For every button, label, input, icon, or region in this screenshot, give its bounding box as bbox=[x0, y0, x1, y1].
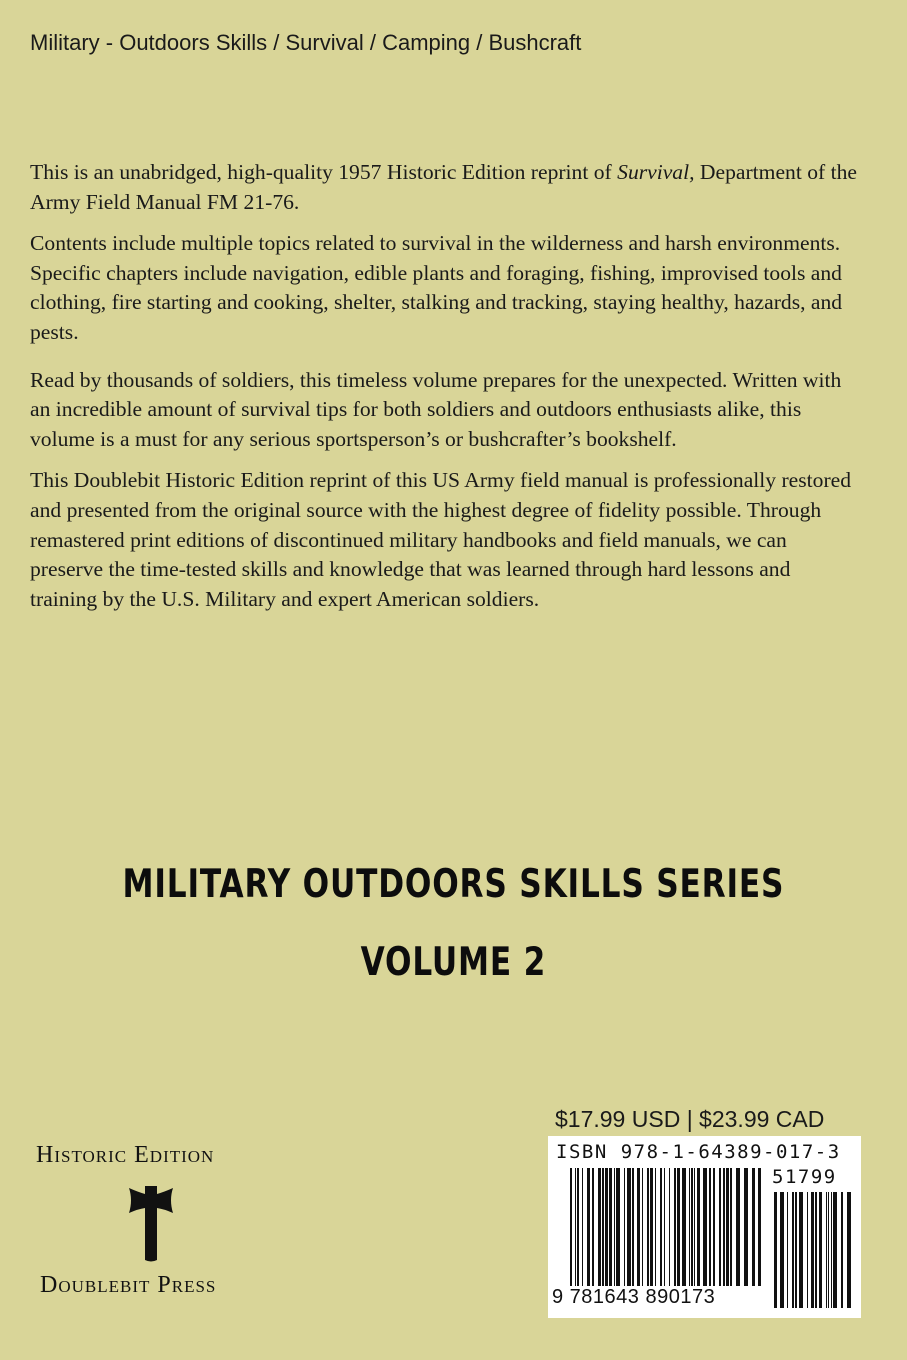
barcode-bar bbox=[609, 1168, 612, 1286]
barcode-bar bbox=[774, 1192, 777, 1308]
barcode-bar bbox=[669, 1168, 670, 1286]
barcode-bar bbox=[677, 1168, 680, 1286]
barcode-bar bbox=[605, 1168, 608, 1286]
barcode-bar bbox=[815, 1192, 817, 1308]
barcode-bar bbox=[723, 1168, 725, 1286]
barcode-bar bbox=[726, 1168, 729, 1286]
barcode-bar bbox=[694, 1168, 695, 1286]
barcode-bar bbox=[587, 1168, 590, 1286]
series-volume: VOLUME 2 bbox=[360, 940, 547, 985]
barcode-bar bbox=[660, 1168, 662, 1286]
barcode-bar bbox=[828, 1192, 829, 1308]
book-title: Survival, bbox=[617, 160, 695, 184]
series-title: MILITARY OUTDOORS SKILLS SERIES bbox=[122, 862, 785, 907]
barcode-bar bbox=[744, 1168, 748, 1286]
barcode-bar bbox=[674, 1168, 676, 1286]
barcode-bar bbox=[811, 1192, 814, 1308]
isbn-label: ISBN 978-1-64389-017-3 bbox=[556, 1141, 841, 1163]
barcode-bar bbox=[826, 1192, 827, 1308]
barcode-bar bbox=[602, 1168, 604, 1286]
barcode-bar bbox=[730, 1168, 732, 1286]
barcode-bar bbox=[627, 1168, 631, 1286]
barcode-bar bbox=[780, 1192, 784, 1308]
historic-edition-label: Historic Edition bbox=[36, 1142, 215, 1168]
barcode-bar bbox=[598, 1168, 601, 1286]
description-paragraph-4: This Doublebit Historic Edition reprint of this US Army field manual is professionally restored and presented from the original source with the highest degree of fidelity possible. Through remastered print editions of discontinued military handbooks and field manuals, we can preserve the time-tested skills and knowledge that was learned through hard lessons and training by the U.S. Military and expert American soldiers. bbox=[30, 468, 852, 611]
barcode-bar bbox=[795, 1192, 797, 1308]
barcode-bar bbox=[752, 1168, 755, 1286]
barcode-bar bbox=[616, 1168, 620, 1286]
barcode-bar bbox=[807, 1192, 808, 1308]
publisher-name: Doublebit Press bbox=[40, 1272, 217, 1298]
description-paragraph-1: This is an unabridged, high-quality 1957 Historic Edition reprint of Survival, Department of the Army Field Manual FM 21-76. bbox=[30, 160, 858, 214]
barcode-box bbox=[548, 1136, 861, 1318]
barcode-bar bbox=[831, 1192, 832, 1308]
barcode-bar bbox=[655, 1168, 656, 1286]
barcode-bar bbox=[582, 1168, 583, 1286]
price-code: 51799 bbox=[772, 1166, 837, 1188]
ean-digits: 9 781643 890173 bbox=[552, 1286, 716, 1308]
barcode-bar bbox=[632, 1168, 634, 1286]
barcode-bar bbox=[787, 1192, 788, 1308]
barcode-bar bbox=[577, 1168, 579, 1286]
description-paragraph-2: Contents include multiple topics related to survival in the wilderness and harsh environments. Specific chapters include navigation, edible plants and foraging, fishing, improvised tools and clothing, fire starting and cooking, shelter, stalking and tracking, staying healthy, hazards, and pests. bbox=[30, 231, 843, 344]
barcode-bar bbox=[691, 1168, 693, 1286]
barcode-bar bbox=[799, 1192, 803, 1308]
barcode-bar bbox=[819, 1192, 822, 1308]
price-label: $17.99 USD | $23.99 CAD bbox=[555, 1106, 825, 1132]
barcode-bar bbox=[570, 1168, 572, 1286]
barcode-bar bbox=[664, 1168, 665, 1286]
barcode-bar bbox=[713, 1168, 715, 1286]
double-bit-axe-icon bbox=[126, 1186, 176, 1262]
barcode-bar bbox=[624, 1168, 625, 1286]
barcode-bar bbox=[719, 1168, 721, 1286]
barcode-bar bbox=[847, 1192, 851, 1308]
barcode-bar bbox=[841, 1192, 843, 1308]
barcode-bar bbox=[614, 1168, 615, 1286]
barcode-bar bbox=[792, 1192, 794, 1308]
barcode-bar bbox=[642, 1168, 643, 1286]
barcode-bar bbox=[709, 1168, 711, 1286]
barcode-bar bbox=[703, 1168, 707, 1286]
barcode-bar bbox=[697, 1168, 700, 1286]
description bbox=[30, 158, 860, 626]
barcode-bar bbox=[758, 1168, 761, 1286]
barcode-bar bbox=[647, 1168, 649, 1286]
barcode-bar bbox=[689, 1168, 690, 1286]
barcode-bar bbox=[637, 1168, 640, 1286]
barcode-bar bbox=[650, 1168, 653, 1286]
barcode-bar bbox=[682, 1168, 686, 1286]
barcode-bar bbox=[575, 1168, 576, 1286]
barcode-bar bbox=[592, 1168, 594, 1286]
barcode-bar bbox=[736, 1168, 740, 1286]
category-line: Military - Outdoors Skills / Survival / Camping / Bushcraft bbox=[30, 30, 582, 55]
barcode-bar bbox=[833, 1192, 837, 1308]
description-paragraph-3: Read by thousands of soldiers, this timeless volume prepares for the unexpected. Written with an incredible amount of survival tips for both soldiers and outdoors enthusiasts alike, this volume is a must for any serious sportsperson’s or bushcrafter’s bookshelf. bbox=[30, 367, 842, 451]
